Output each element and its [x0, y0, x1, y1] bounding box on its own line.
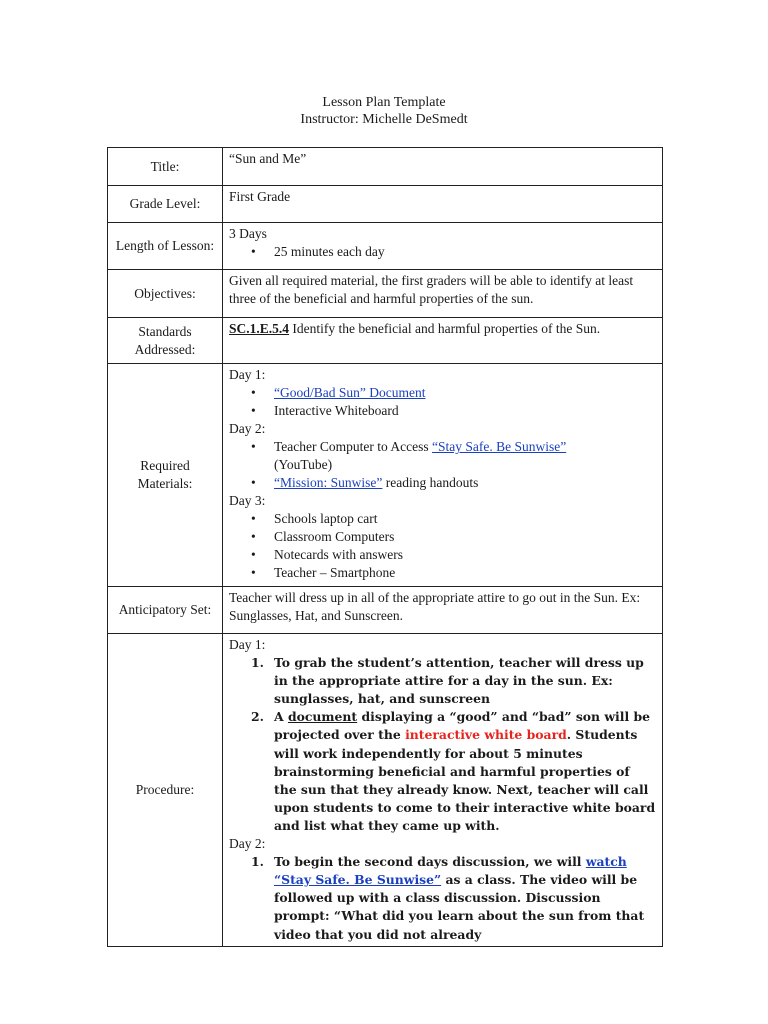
procedure-step [229, 853, 656, 943]
label-anticipatory: Anticipatory Set: [108, 587, 223, 634]
materials-day3-item: • Teacher – Smartphone [229, 564, 656, 582]
stay-safe-video-link[interactable]: “Stay Safe. Be Sunwise” [432, 439, 567, 454]
length-bullet: • 25 minutes each day [229, 243, 656, 261]
materials-day1-list [229, 384, 656, 420]
materials-day3-item: • Schools laptop cart [229, 510, 656, 528]
length-list [229, 243, 656, 261]
materials-day2-item [229, 438, 656, 474]
label-materials: Required Materials: [108, 364, 223, 587]
value-grade-level: First Grade [223, 186, 663, 223]
step-text: . Students will work independently for about 5 minutes brainstorming beneficial and harmful properties of the sun that they already know. Next, teacher will call upon students to come to their interactive white board and list what they came up with. [274, 727, 656, 833]
watch-stay-safe-link[interactable]: watch “Stay Safe. Be Sunwise” [274, 854, 627, 888]
materials-day1-item: • Interactive Whiteboard [229, 402, 656, 420]
procedure-day1-steps [229, 654, 656, 835]
materials-day2-item [229, 474, 656, 492]
value-materials [223, 364, 663, 587]
mission-sunwise-link[interactable]: “Mission: Sunwise” [274, 475, 383, 490]
step-text: To begin the second days discussion, we will [274, 854, 586, 870]
row-materials [108, 364, 663, 587]
document-reference: document [287, 709, 358, 725]
step-text: as a class. The video will be followed up with a class discussion. Discussion prompt: “What did you learn about the sun from that video that you did not already [274, 872, 645, 942]
row-length [108, 223, 663, 270]
lesson-plan-table [107, 147, 663, 947]
procedure-day2: Day 2: [229, 836, 266, 852]
materials-day3-item: • Notecards with answers [229, 546, 656, 564]
materials-day3-item: • Classroom Computers [229, 528, 656, 546]
row-title [108, 148, 663, 186]
interactive-whiteboard-highlight: interactive white board [405, 727, 567, 743]
value-objectives: Given all required material, the first graders will be able to identify at least three of the beneficial and harmful properties of the sun. [223, 270, 663, 318]
procedure-day2-steps [229, 853, 656, 943]
step-text: To grab the student’s attention, teacher will dress up in the appropriate attire for a day in the sun. Ex: sunglasses, hat, and sunscreen [274, 655, 644, 707]
document-header [0, 94, 768, 128]
step-number: 1. [251, 655, 264, 671]
step-number: 2. [251, 709, 264, 725]
good-bad-sun-document-link[interactable]: “Good/Bad Sun” Document [274, 385, 426, 400]
procedure-step [229, 708, 656, 835]
step-number: 1. [251, 854, 264, 870]
label-objectives: Objectives: [108, 270, 223, 318]
row-objectives [108, 270, 663, 318]
label-standards: Standards Addressed: [108, 318, 223, 364]
row-grade-level [108, 186, 663, 223]
procedure-step [229, 654, 656, 708]
materials-day3-list [229, 510, 656, 582]
materials-day1-item [229, 384, 656, 402]
standard-code: SC.1.E.5.4 [229, 321, 290, 336]
materials-day2-item-text: Teacher Computer to Access [274, 439, 432, 454]
step-text: displaying a “good” and “bad” son will be projected over the [274, 709, 651, 743]
label-title: Title: [108, 148, 223, 186]
label-procedure: Procedure: [108, 634, 223, 947]
step-text: A [274, 709, 288, 725]
row-anticipatory [108, 587, 663, 634]
row-procedure [108, 634, 663, 947]
materials-day2-item-text: reading handouts [382, 475, 479, 490]
row-standards [108, 318, 663, 364]
document-title: Lesson Plan Template [322, 95, 446, 110]
length-days: 3 Days [229, 226, 267, 241]
value-anticipatory: Teacher will dress up in all of the appropriate attire to go out in the Sun. Ex: Sunglasses, Hat, and Sunscreen. [223, 587, 663, 634]
value-standards [223, 318, 663, 364]
label-grade-level: Grade Level: [108, 186, 223, 223]
materials-day2: Day 2: [229, 421, 266, 436]
value-length [223, 223, 663, 270]
standard-text: Identify the beneficial and harmful properties of the Sun. [289, 321, 601, 336]
instructor-line: Instructor: Michelle DeSmedt [300, 112, 468, 127]
materials-day2-item-note: (YouTube) [274, 457, 333, 472]
materials-day3: Day 3: [229, 493, 266, 508]
materials-day1: Day 1: [229, 367, 266, 382]
materials-day2-list [229, 438, 656, 492]
value-title: “Sun and Me” [223, 148, 663, 186]
procedure-day1: Day 1: [229, 637, 266, 652]
label-length: Length of Lesson: [108, 223, 223, 270]
value-procedure [223, 634, 663, 947]
